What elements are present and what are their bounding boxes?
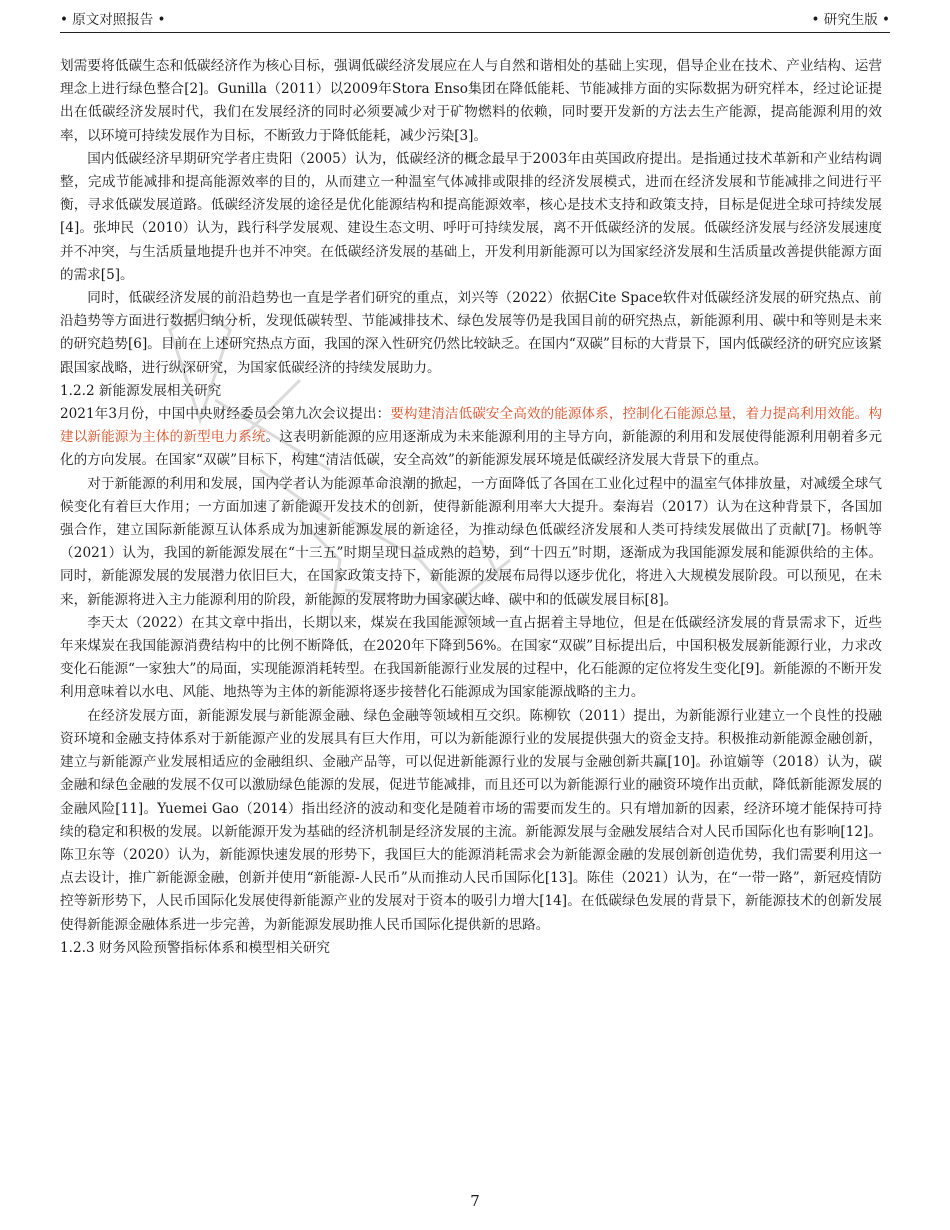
highlighted-match-text: 要构建清洁低碳安全高效的能源体系，控制化石能源总量，着力提高利用效能。构建以新能源为主体的新型电力系统: [60, 406, 882, 446]
paragraph: 同时，低碳经济发展的前沿趋势也一直是学者们研究的重点，刘兴等（2022）依据Cite Space软件对低碳经济发展的研究热点、前沿趋势等方面进行数据归纳分析，发现低碳转型、节能减排技术、绿色发展等仍是我国目前的研究热点，新能源利用、碳中和等则是未来的研究趋势[6]。目前在上述研究热点方面，我国的深入性研究仍然比较缺乏。在国内“双碳”目标的大背景下，国内低碳经济的研究应该紧跟国家战略，进行纵深研究，为国家低碳经济的持续发展助力。: [60, 290, 882, 376]
paragraph: 划需要将低碳生态和低碳经济作为核心目标，强调低碳经济发展应在人与自然和谐相处的基础上实现，倡导企业在技术、产业结构、运营理念上进行绿色整合[2]。Gunilla（2011）以2009年Stora Enso集团在降低能耗、节能减排方面的实际数据为研究样本，经过论证提出在低碳经济发展时代，我们在发展经济的同时必须要减少对于矿物燃料的依赖，同时要开发新的方法去生产能源，提高能源利用的效率，以环境可持续发展作为目标，不断致力于降低能耗，减少污染[3]。: [60, 58, 882, 144]
paragraph: 对于新能源的利用和发展，国内学者认为能源革命浪潮的掀起，一方面降低了各国在工业化过程中的温室气体排放量，对减缓全球气候变化有着巨大作用；一方面加速了新能源开发技术的创新，使得新能源利用率大大提升。秦海岩（2017）认为在这种背景下，各国加强合作，建立国际新能源互认体系成为加速新能源发展的新途径，为推动绿色低碳经济发展和人类可持续发展做出了贡献[7]。杨帆等（2021）认为，我国的新能源发展在“十三五”时期呈现日益成熟的趋势，到“十四五”时期，逐渐成为我国能源发展和能源供给的主体。同时，新能源发展的发展潜力依旧巨大，在国家政策支持下，新能源的发展布局得以逐步优化，将进入大规模发展阶段。可以预见，在未来，新能源将进入主力能源利用的阶段，新能源的发展将助力国家碳达峰、碳中和的低碳发展目标[8]。: [60, 475, 882, 608]
section-heading: 1.2.3 财务风险预警指标体系和模型相关研究: [60, 939, 331, 956]
header-report-title: • 原文对照报告 •: [60, 12, 166, 28]
page-header: [60, 10, 890, 33]
paragraph-text: 2021年3月份，中国中央财经委员会第九次会议提出：: [60, 406, 391, 423]
page-number: 7: [470, 1192, 480, 1210]
paragraph: 国内低碳经济早期研究学者庄贵阳（2005）认为，低碳经济的概念最早于2003年由英国政府提出。是指通过技术革新和产业结构调整，完成节能减排和提高能源效率的目的，从而建立一种温室气体减排或限排的经济发展模式，进而在经济发展和节能减排之间进行平衡，寻求低碳发展道路。低碳经济发展的途径是优化能源结构和提高能源效率，核心是技术支持和政策支持，目标是促进全球可持续发展[4]。张坤民（2010）认为，践行科学发展观、建设生态文明、呼吁可持续发展，离不开低碳经济的发展。低碳经济发展与经济发展速度并不冲突，与生活质量地提升也并不冲突。在低碳经济发展的基础上，开发利用新能源可以为国家经济发展和生活质量改善提供能源方面的需求[5]。: [60, 150, 882, 283]
paragraph: 在经济发展方面，新能源发展与新能源金融、绿色金融等领域相互交织。陈柳钦（2011）提出，为新能源行业建立一个良性的投融资环境和金融支持体系对于新能源产业的发展具有巨大作用，可以为新能源行业的发展提供强大的资金支持。积极推动新能源金融创新，建立与新能源产业发展相适应的金融组织、金融产品等，可以促进新能源行业的发展与金融创新共赢[10]。孙谊媊等（2018）认为，碳金融和绿色金融的发展不仅可以激励绿色能源的发展，促进节能减排，而且还可以为新能源行业的融资环境作出贡献，降低新能源发展的金融风险[11]。Yuemei Gao（2014）指出经济的波动和变化是随着市场的需要而发生的。只有增加新的因素，经济环境才能保持可持续的稳定和积极的发展。以新能源开发为基础的经济机制是经济发展的主流。新能源发展与金融发展结合对人民币国际化也有影响[12]。陈卫东等（2020）认为，新能源快速发展的形势下，我国巨大的能源消耗需求会为新能源金融的发展创新创造优势，我们需要利用这一点去设计，推广新能源金融，创新并使用“新能源-人民币”从而推动人民币国际化[13]。陈佳（2021）认为，在“一带一路”，新冠疫情防控等新形势下，人民币国际化发展使得新能源产业的发展对于资本的吸引力增大[14]。在低碳绿色发展的背景下，新能源技术的创新发展使得新能源金融体系进一步完善，为新能源发展助推人民币国际化提供新的思路。: [60, 707, 882, 933]
paragraph: [60, 403, 882, 473]
document-body: [60, 55, 882, 960]
header-edition: • 研究生版 •: [811, 12, 890, 28]
section-heading: 1.2.2 新能源发展相关研究: [60, 382, 222, 399]
paragraph: 李天太（2022）在其文章中指出，长期以来，煤炭在我国能源领域一直占据着主导地位，但是在低碳经济发展的背景需求下，近些年来煤炭在我国能源消费结构中的比例不断降低，在2020年下降到56%。在国家“双碳”目标提出后，中国积极发展新能源行业，力求改变化石能源“一家独大”的局面，实现能源消耗转型。在我国新能源行业发展的过程中，化石能源的定位将发生变化[9]。新能源的不断开发利用意味着以水电、风能、地热等为主体的新能源将逐步接替化石能源成为国家能源战略的主力。: [60, 614, 882, 701]
paragraph-text: 。这表明新能源的应用逐渐成为未来能源利用的主导方向，新能源的利用和发展使得能源利用朝着多元化的方向发展。在国家“双碳”目标下，构建“清洁低碳，安全高效”的新能源发展环境是低碳经济发展大背景下的重点。: [60, 429, 883, 469]
